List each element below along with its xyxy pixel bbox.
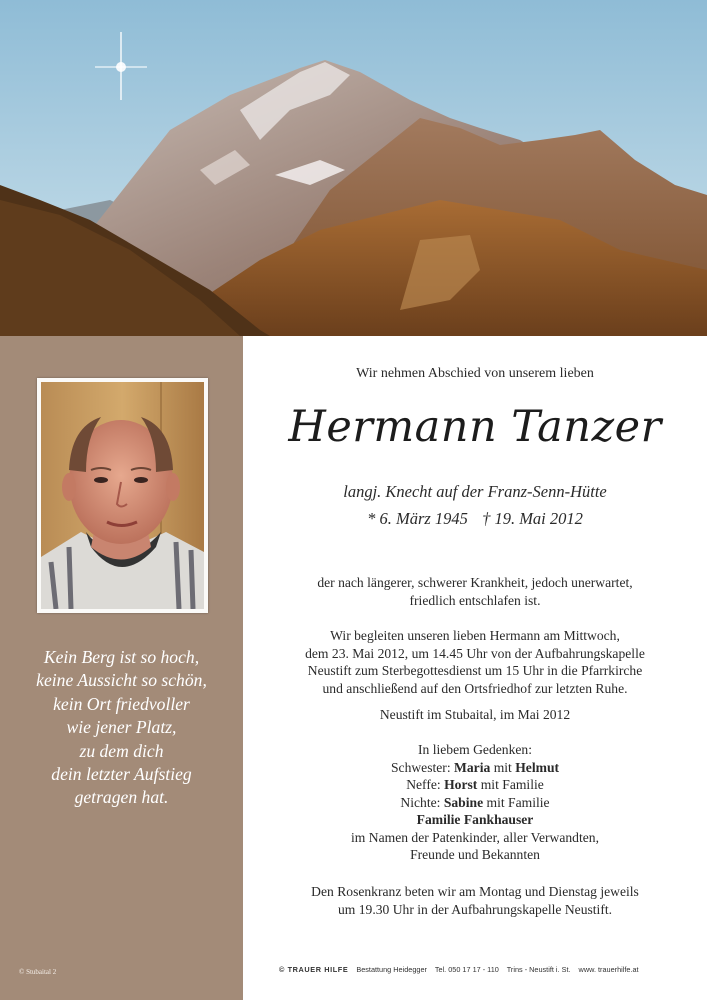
intro-line: Wir nehmen Abschied von unserem lieben xyxy=(356,366,594,381)
occupation: langj. Knecht auf der Franz-Senn-Hütte xyxy=(343,482,607,501)
verse-line: wie jener Platz, xyxy=(66,717,177,738)
mourners-others: Freunde und Bekannten xyxy=(410,847,540,862)
undertaker-name: Bestattung Heidegger xyxy=(356,965,427,974)
place-date xyxy=(243,706,707,724)
verse-line: kein Ort friedvoller xyxy=(53,693,190,714)
mourner-label: Nichte: xyxy=(400,794,441,810)
passing-paragraph xyxy=(243,574,707,609)
text-line: friedlich entschlafen ist. xyxy=(409,592,541,608)
text-line: Neustift zum Sterbegottesdienst um 15 Uhr in die Pfarrkirche xyxy=(307,663,643,678)
verse-line: dein letzter Aufstieg xyxy=(51,764,192,785)
life-dates xyxy=(243,509,707,529)
mourners-list xyxy=(243,741,707,864)
mourner-name: Sabine xyxy=(443,794,484,810)
memorial-verse xyxy=(0,646,243,810)
mourners-heading: In liebem Gedenken: xyxy=(418,742,532,757)
rosary-paragraph xyxy=(243,883,707,918)
mourners-others: im Namen der Patenkinder, aller Verwandten, xyxy=(351,829,599,845)
footer xyxy=(279,965,699,974)
verse-line: getragen hat. xyxy=(74,787,169,808)
image-copyright: © Stubaital 2 xyxy=(19,968,57,976)
mourner-suffix: mit Familie xyxy=(486,794,550,810)
sidebar xyxy=(0,336,243,1000)
mountain-landscape-icon xyxy=(0,0,707,336)
death-date: † 19. Mai 2012 xyxy=(482,509,583,528)
mourner-label: Schwester: xyxy=(390,759,451,775)
mourner-connector: mit xyxy=(493,759,512,775)
mourner-name: Horst xyxy=(444,777,478,792)
mourner-label: Neffe: xyxy=(406,777,441,792)
family-name: Familie Fankhauser xyxy=(416,812,534,827)
portrait-frame xyxy=(37,378,208,613)
birth-date: * 6. März 1945 xyxy=(367,509,468,528)
verse-line: Kein Berg ist so hoch, xyxy=(43,647,200,667)
mourner-suffix: mit Familie xyxy=(480,777,544,792)
text-line: Wir begleiten unseren lieben Hermann am Mittwoch, xyxy=(330,628,620,643)
brand-logo: © TRAUER HILFE xyxy=(279,965,349,974)
mourner-sister xyxy=(243,759,707,777)
mourner-niece xyxy=(243,794,707,812)
phone-number: Tel. 050 17 17 - 110 xyxy=(434,965,499,974)
verse-line: keine Aussicht so schön, xyxy=(36,670,207,691)
text-line: der nach längerer, schwerer Krankheit, jedoch unerwartet, xyxy=(317,575,633,590)
website-link[interactable]: www. trauerhilfe.at xyxy=(578,965,639,974)
mourner-name: Helmut xyxy=(515,759,560,775)
text-line: um 19.30 Uhr in der Aufbahrungskapelle Neustift. xyxy=(337,901,613,917)
location: Trins - Neustift i. St. xyxy=(506,965,571,974)
text-line: dem 23. Mai 2012, um 14.45 Uhr von der Aufbahrungskapelle xyxy=(305,645,645,661)
place-date-text: Neustift im Stubaital, im Mai 2012 xyxy=(379,707,571,722)
text-line: Den Rosenkranz beten wir am Montag und Dienstag jeweils xyxy=(311,884,639,899)
verse-line: zu dem dich xyxy=(79,740,164,761)
mourner-name: Maria xyxy=(454,759,491,775)
header-mountain-image xyxy=(0,0,707,336)
service-paragraph xyxy=(243,627,707,697)
portrait-photo-icon xyxy=(41,382,204,609)
obituary-text xyxy=(243,336,707,1000)
mourner-family xyxy=(243,811,707,829)
deceased-name: Hermann Tanzer xyxy=(288,402,662,452)
text-line: und anschließend auf den Ortsfriedhof zur letzten Ruhe. xyxy=(322,680,628,696)
mourner-nephew xyxy=(243,776,707,794)
